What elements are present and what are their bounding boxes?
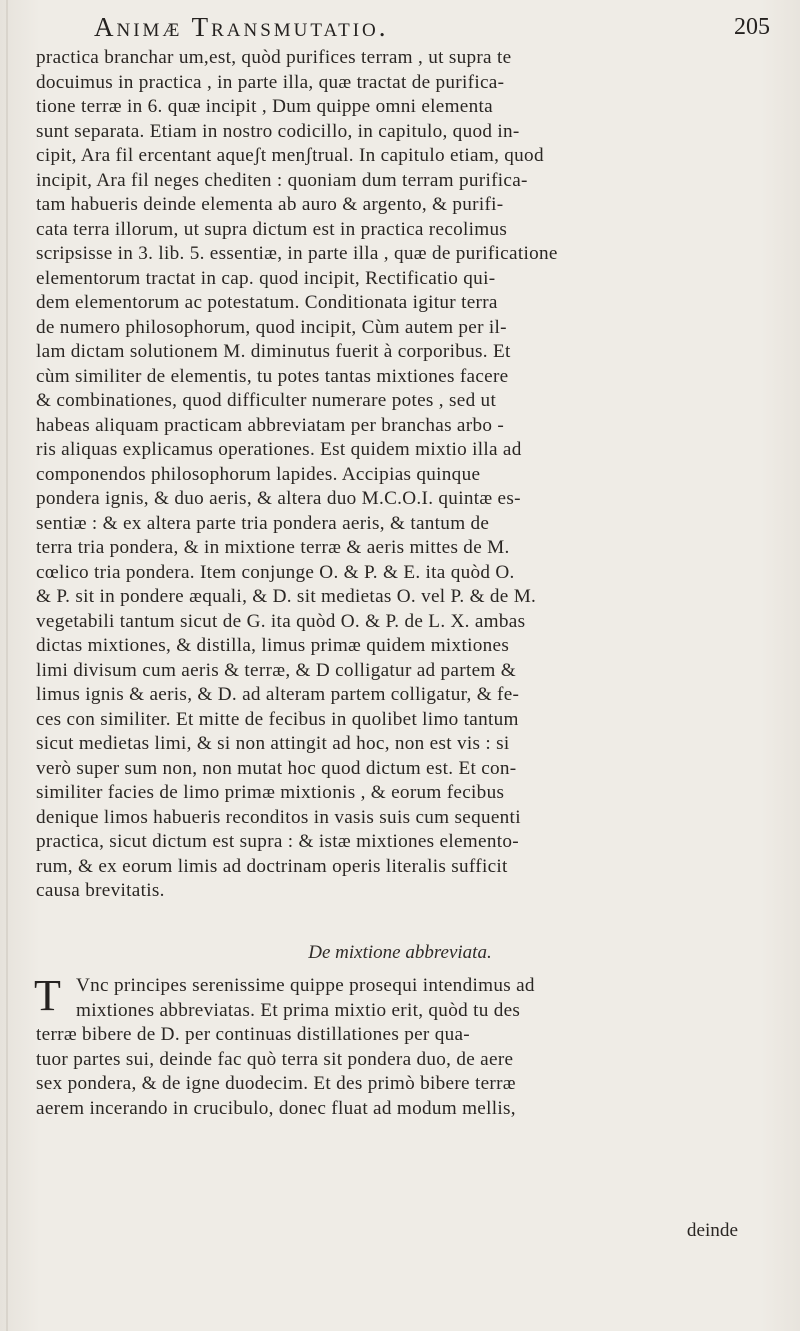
- section-heading: De mixtione abbreviata.: [308, 942, 492, 963]
- text-line: docuimus in practica , in parte illa, quæ tractat de purifica-: [36, 71, 505, 93]
- text-line: mixtiones abbreviatas. Et prima mixtio erit, quòd tu des: [76, 999, 521, 1021]
- text-line: ris aliquas explicamus operationes. Est quidem mixtio illa ad: [36, 439, 522, 460]
- text-line: ces con similiter. Et mitte de fecibus in quolibet limo tantum: [36, 708, 519, 730]
- page-header: [34, 8, 770, 44]
- text-line: & combinationes, quod difficulter numerare potes , sed ut: [36, 390, 497, 411]
- text-line: causa brevitatis.: [36, 880, 165, 901]
- text-line: vegetabili tantum sicut de G. ita quòd O. & P. de L. X. ambas: [36, 610, 526, 632]
- text-line: cipit, Ara fil ercentant aqueʃt menʃtrual. In capitulo etiam, quod: [36, 145, 544, 166]
- page-number: 205: [734, 14, 770, 40]
- catchword: deinde: [686, 1220, 738, 1241]
- text-line: similiter facies de limo primæ mixtionis , & eorum fecibus: [36, 782, 505, 803]
- text-line: verò super sum non, non mutat hoc quod dictum est. Et con-: [36, 757, 517, 779]
- text-line: aerem incerando in crucibulo, donec fluat ad modum mellis,: [36, 1097, 516, 1119]
- text-line: habeas aliquam practicam abbreviatam per branchas arbo -: [36, 414, 505, 436]
- text-line: tam habueris deinde elementa ab auro & argento, & purifi-: [36, 194, 504, 215]
- text-line: sentiæ : & ex altera parte tria pondera aeris, & tantum de: [36, 512, 490, 534]
- text-line: dem elementorum ac potestatum. Conditionata igitur terra: [36, 292, 498, 313]
- text-line: sicut medietas limi, & si non attingit ad hoc, non est vis : si: [36, 733, 510, 754]
- running-title: Animæ Transmutatio.: [94, 12, 389, 42]
- text-line: rum, & ex eorum limis ad doctrinam operis literalis sufficit: [36, 855, 508, 877]
- drop-cap-initial: T: [34, 971, 62, 1020]
- section-text-block: [34, 971, 774, 1121]
- text-line: cùm similiter de elementis, tu potes tantas mixtiones facere: [36, 365, 509, 387]
- text-line: lam dictam solutionem M. diminutus fuerit à corporibus. Et: [36, 341, 511, 362]
- text-line: cata terra illorum, ut supra dictum est in practica recolimus: [36, 218, 508, 240]
- section-lines: [34, 971, 774, 1121]
- text-line: terra tria pondera, & in mixtione terræ & aeris mittes de M.: [36, 537, 510, 558]
- text-line: Vnc principes serenissime quippe prosequi intendimus ad: [76, 975, 535, 996]
- text-line: sex pondera, & de igne duodecim. Et des primò bibere terræ: [36, 1073, 516, 1094]
- text-line: de numero philosophorum, quod incipit, Cùm autem per il-: [36, 316, 507, 338]
- text-line: sunt separata. Etiam in nostro codicillo, in capitulo, quod in-: [36, 120, 520, 142]
- text-line: componendos philosophorum lapides. Accipias quinque: [36, 463, 481, 485]
- text-line: cœlico tria pondera. Item conjunge O. & P. & E. ita quòd O.: [36, 561, 515, 583]
- gutter-shadow: [6, 0, 8, 1331]
- main-text-block: [36, 46, 774, 904]
- text-line: dictas mixtiones, & distilla, limus primæ quidem mixtiones: [36, 635, 510, 656]
- text-line: practica, sicut dictum est supra : & istæ mixtiones elemento-: [36, 831, 519, 852]
- text-line: tione terræ in 6. quæ incipit , Dum quippe omni elementa: [36, 96, 493, 117]
- text-line: tuor partes sui, deinde fac quò terra sit pondera duo, de aere: [36, 1048, 514, 1070]
- text-line: pondera ignis, & duo aeris, & altera duo M.C.O.I. quintæ es-: [36, 488, 521, 509]
- text-line: terræ bibere de D. per continuas distillationes per qua-: [36, 1024, 470, 1045]
- text-line: limi divisum cum aeris & terræ, & D colligatur ad partem &: [36, 659, 516, 681]
- text-line: practica branchar um,est, quòd purifices terram , ut supra te: [36, 47, 512, 68]
- text-line: incipit, Ara fil neges chediten : quoniam dum terram purifica-: [36, 169, 528, 191]
- text-line: elementorum tractat in cap. quod incipit, Rectificatio qui-: [36, 267, 496, 289]
- text-line: limus ignis & aeris, & D. ad alteram partem colligatur, & fe-: [36, 684, 520, 705]
- text-line: & P. sit in pondere æquali, & D. sit medietas O. vel P. & de M.: [36, 586, 537, 607]
- text-line: denique limos habueris reconditos in vasis suis cum sequenti: [36, 806, 521, 828]
- text-line: scripsisse in 3. lib. 5. essentiæ, in parte illa , quæ de purificatione: [36, 243, 558, 264]
